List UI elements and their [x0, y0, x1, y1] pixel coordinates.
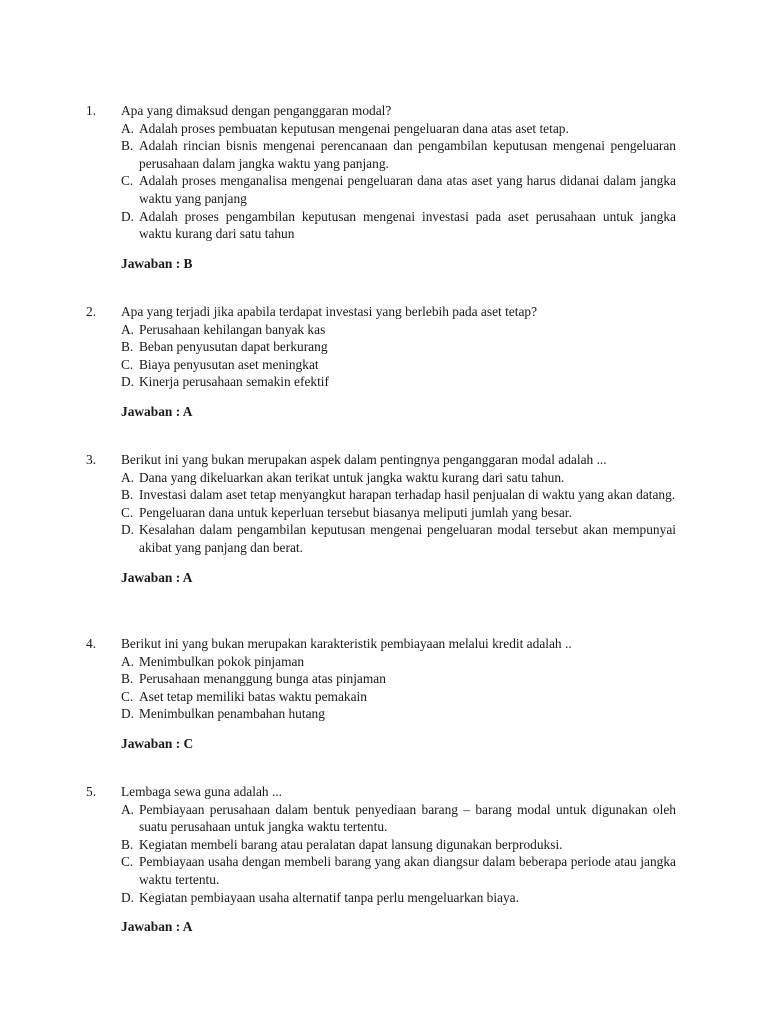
option-letter: A.: [121, 653, 135, 669]
question-number: 5.: [86, 784, 97, 799]
option-letter: D.: [121, 706, 135, 722]
option-a: [121, 321, 676, 339]
option-list: [121, 653, 676, 723]
question-1: [86, 102, 676, 272]
option-text: Adalah rincian bisnis mengenai perencanaan dan pengambilan keputusan mengenai pengeluaran perusahaan dalam jangka waktu yang panjang.: [139, 138, 676, 171]
option-text: Adalah proses pengambilan keputusan mengenai investasi pada aset perusahaan untuk jangka waktu kurang dari satu tahun: [139, 208, 676, 242]
option-list: [121, 801, 676, 907]
question-stem: [86, 102, 676, 120]
option-c: [121, 172, 676, 207]
option-letter: C.: [121, 356, 134, 372]
option-text: Investasi dalam aset tetap menyangkut harapan terhadap hasil penjualan di waktu yang akan datang.: [139, 487, 676, 503]
option-text: Adalah proses menganalisa mengenai pengeluaran dana atas aset yang harus didanai dalam jangka waktu yang panjang: [139, 173, 676, 206]
option-text: Menimbulkan penambahan hutang: [139, 706, 325, 722]
option-d: [121, 373, 676, 391]
option-c: [121, 504, 676, 522]
option-text: Kinerja perusahaan semakin efektif: [139, 374, 329, 390]
question-text: Apa yang terjadi jika apabila terdapat investasi yang berlebih pada aset tetap?: [121, 304, 538, 319]
question-text: Lembaga sewa guna adalah ...: [121, 784, 282, 799]
option-text: Menimbulkan pokok pinjaman: [139, 653, 305, 669]
option-letter: D.: [121, 522, 135, 538]
question-stem: [86, 303, 676, 321]
option-text: Perusahaan menanggung bunga atas pinjaman: [139, 671, 386, 687]
question-number: 4.: [86, 636, 97, 651]
answer-key: Jawaban : A: [121, 403, 193, 419]
option-letter: C.: [121, 173, 134, 189]
option-letter: B.: [121, 836, 134, 852]
option-list: [121, 469, 676, 557]
question-number: 3.: [86, 452, 97, 467]
option-text: Pengeluaran dana untuk keperluan tersebut biasanya meliputi jumlah yang besar.: [139, 504, 572, 520]
option-text: Biaya penyusutan aset meningkat: [139, 356, 319, 372]
question-stem: [86, 783, 676, 801]
option-letter: D.: [121, 208, 135, 224]
question-number: 1.: [86, 103, 97, 118]
option-letter: C.: [121, 854, 134, 870]
option-letter: C.: [121, 688, 134, 704]
option-text: Aset tetap memiliki batas waktu pemakain: [139, 688, 367, 704]
answer-key: Jawaban : A: [121, 919, 193, 935]
option-list: [121, 120, 676, 243]
option-c: [121, 688, 676, 706]
option-text: Perusahaan kehilangan banyak kas: [139, 321, 326, 337]
option-c: [121, 853, 676, 888]
option-letter: C.: [121, 504, 134, 520]
question-stem: [86, 451, 676, 469]
option-b: [121, 836, 676, 854]
option-text: Pembiayaan usaha dengan membeli barang yang akan diangsur dalam beberapa periode atau jangka waktu tertentu.: [139, 854, 676, 887]
option-text: Pembiayaan perusahaan dalam bentuk penyediaan barang – barang modal untuk digunakan oleh suatu perusahaan untuk jangka waktu tertentu.: [139, 801, 676, 835]
question-stem: [86, 635, 676, 653]
option-letter: B.: [121, 671, 134, 687]
option-letter: B.: [121, 138, 134, 154]
option-d: [121, 705, 676, 723]
option-text: Beban penyusutan dapat berkurang: [139, 339, 328, 355]
option-b: [121, 486, 676, 504]
answer-key: Jawaban : B: [121, 255, 193, 271]
question-text: Berikut ini yang bukan merupakan aspek dalam pentingnya penganggaran modal adalah ...: [121, 452, 607, 467]
option-letter: B.: [121, 339, 134, 355]
option-letter: B.: [121, 487, 134, 503]
answer-key: Jawaban : A: [121, 569, 193, 585]
option-list: [121, 321, 676, 391]
option-a: [121, 120, 676, 138]
option-letter: A.: [121, 801, 135, 817]
option-text: Dana yang dikeluarkan akan terikat untuk jangka waktu kurang dari satu tahun.: [139, 469, 565, 485]
option-letter: A.: [121, 469, 135, 485]
option-b: [121, 137, 676, 172]
option-text: Kegiatan pembiayaan usaha alternatif tanpa perlu mengeluarkan biaya.: [139, 889, 519, 905]
option-a: [121, 801, 676, 836]
option-letter: A.: [121, 321, 135, 337]
question-2: [86, 303, 676, 421]
answer-key: Jawaban : C: [121, 735, 194, 751]
option-letter: D.: [121, 374, 135, 390]
option-a: [121, 469, 676, 487]
option-d: [121, 889, 676, 907]
option-d: [121, 208, 676, 243]
option-c: [121, 356, 676, 374]
option-a: [121, 653, 676, 671]
option-b: [121, 670, 676, 688]
option-letter: A.: [121, 120, 135, 136]
option-text: Kegiatan membeli barang atau peralatan dapat lansung digunakan berproduksi.: [139, 836, 563, 852]
option-letter: D.: [121, 889, 135, 905]
question-3: [86, 451, 676, 586]
option-b: [121, 338, 676, 356]
option-text: Adalah proses pembuatan keputusan mengenai pengeluaran dana atas aset tetap.: [139, 120, 569, 136]
question-text: Berikut ini yang bukan merupakan karakteristik pembiayaan melalui kredit adalah ..: [121, 636, 572, 651]
question-4: [86, 635, 676, 753]
question-5: [86, 783, 676, 936]
question-text: Apa yang dimaksud dengan penganggaran modal?: [121, 103, 392, 118]
option-text: Kesalahan dalam pengambilan keputusan mengenai pengeluaran modal tersebut akan mempunyai akibat yang panjang dan berat.: [139, 522, 676, 555]
option-d: [121, 521, 676, 556]
question-number: 2.: [86, 304, 97, 319]
